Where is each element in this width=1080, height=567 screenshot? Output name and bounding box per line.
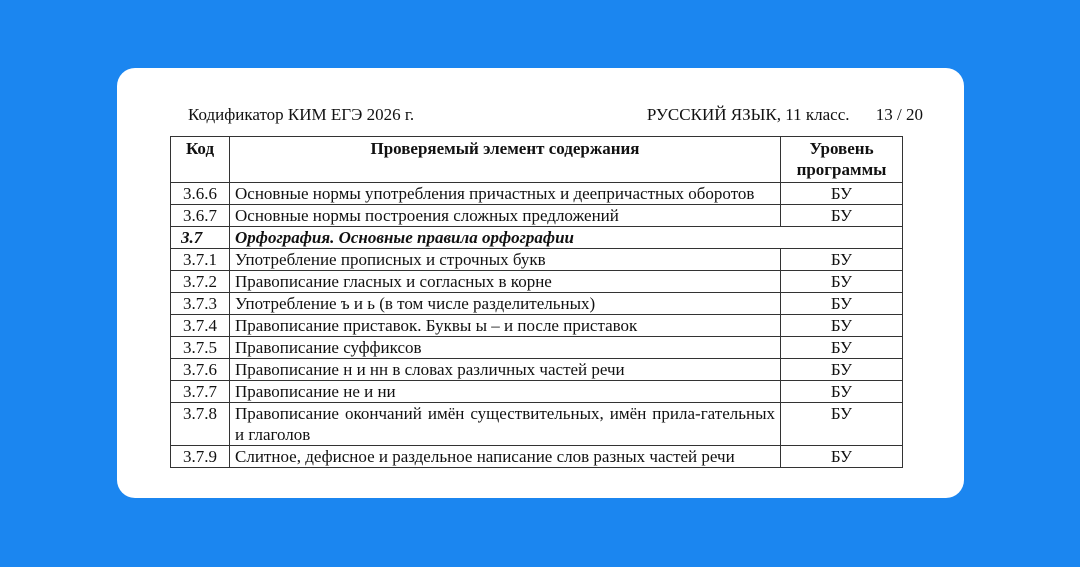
row-text: Правописание гласных и согласных в корне (230, 271, 781, 293)
section-title: Орфография. Основные правила орфографии (230, 227, 903, 249)
row-code: 3.7.2 (171, 271, 230, 293)
row-code: 3.7.4 (171, 315, 230, 337)
row-code: 3.6.7 (171, 205, 230, 227)
row-code: 3.7.5 (171, 337, 230, 359)
row-text: Основные нормы употребления причастных и деепричастных оборотов (230, 183, 781, 205)
row-level: БУ (781, 359, 903, 381)
row-text: Слитное, дефисное и раздельное написание слов разных частей речи (230, 446, 781, 468)
table-row (171, 381, 903, 403)
row-text: Правописание приставок. Буквы ы – и после приставок (230, 315, 781, 337)
section-row (171, 227, 903, 249)
section-code: 3.7 (171, 227, 230, 249)
row-text: Правописание окончаний имён существительных, имён прила-гательных и глаголов (230, 403, 781, 446)
table-row (171, 359, 903, 381)
table-row (171, 446, 903, 468)
row-level: БУ (781, 381, 903, 403)
row-code: 3.7.6 (171, 359, 230, 381)
row-code: 3.7.1 (171, 249, 230, 271)
row-level: БУ (781, 183, 903, 205)
table-row (171, 315, 903, 337)
content-elements-table (170, 136, 903, 468)
row-text: Основные нормы построения сложных предложений (230, 205, 781, 227)
row-level: БУ (781, 337, 903, 359)
row-level: БУ (781, 293, 903, 315)
column-header-code: Код (171, 137, 230, 183)
subject-and-page (647, 105, 923, 125)
row-text: Правописание н и нн в словах различных частей речи (230, 359, 781, 381)
subject-label: РУССКИЙ ЯЗЫК, 11 класс. (646, 105, 850, 124)
row-text: Правописание суффиксов (230, 337, 781, 359)
row-code: 3.7.7 (171, 381, 230, 403)
row-text: Правописание не и ни (230, 381, 781, 403)
page-number: 13 / 20 (875, 105, 923, 124)
row-text: Употребление прописных и строчных букв (230, 249, 781, 271)
row-code: 3.7.3 (171, 293, 230, 315)
table-header-row (171, 137, 903, 183)
table-row (171, 337, 903, 359)
row-code: 3.7.9 (171, 446, 230, 468)
document-card (117, 68, 964, 498)
table-row (171, 293, 903, 315)
row-level: БУ (781, 205, 903, 227)
table-row (171, 249, 903, 271)
row-level: БУ (781, 315, 903, 337)
row-code: 3.6.6 (171, 183, 230, 205)
codifier-title: Кодификатор КИМ ЕГЭ 2026 г. (188, 105, 415, 124)
row-level: БУ (781, 249, 903, 271)
table-row (171, 403, 903, 446)
column-header-level: Уровень программы (781, 137, 903, 183)
row-level: БУ (781, 271, 903, 293)
row-text: Употребление ъ и ь (в том числе разделительных) (230, 293, 781, 315)
column-header-element: Проверяемый элемент содержания (230, 137, 781, 183)
table-row (171, 271, 903, 293)
table-row (171, 205, 903, 227)
row-level: БУ (781, 403, 903, 446)
table-row (171, 183, 903, 205)
row-level: БУ (781, 446, 903, 468)
row-code: 3.7.8 (171, 403, 230, 446)
